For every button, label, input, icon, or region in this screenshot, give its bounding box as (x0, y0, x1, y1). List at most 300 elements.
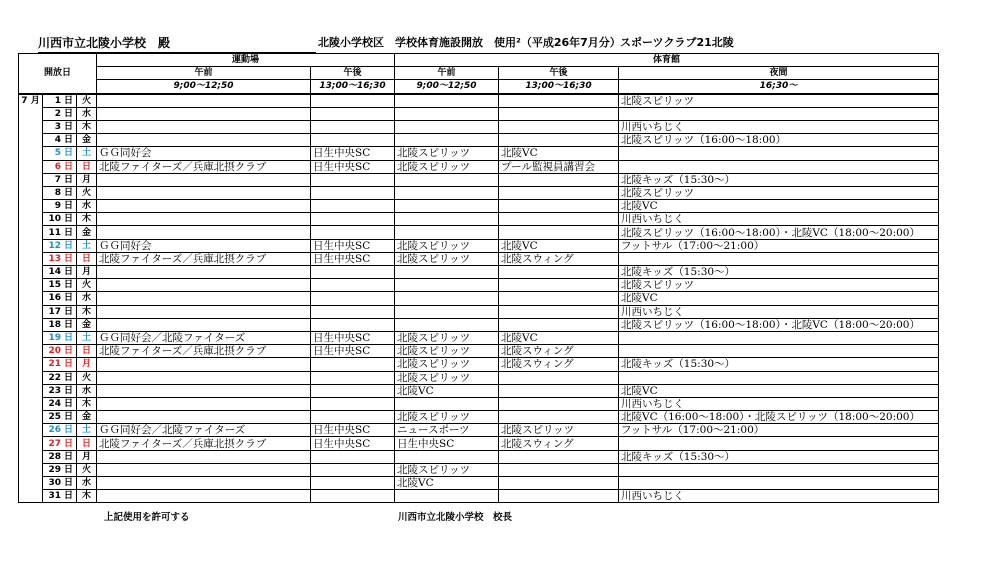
table-row (19, 147, 939, 160)
table-row (19, 120, 939, 133)
ground-pm-cell (311, 94, 395, 108)
day-number (43, 120, 77, 133)
ground-pm-cell (311, 490, 395, 503)
day-number (43, 252, 77, 265)
day-suffix: 日 (63, 253, 73, 264)
weekday: 金 (77, 226, 97, 239)
table-row (19, 107, 939, 120)
ground-pm-cell (311, 107, 395, 120)
ground-am-cell (97, 305, 311, 318)
ground-am-cell: ＧＧ同好会 (97, 147, 311, 160)
day-suffix: 日 (63, 491, 73, 502)
day-number (43, 305, 77, 318)
table-row (19, 173, 939, 186)
day-number (43, 411, 77, 424)
day-number-value: 6 (54, 161, 61, 172)
gym-am-cell (395, 397, 499, 410)
weekday: 火 (77, 186, 97, 199)
gym-night-cell: 北陵キッズ（15:30～） (619, 358, 939, 371)
day-number-value: 28 (48, 451, 61, 462)
gym-pm-cell (499, 107, 619, 120)
day-suffix: 日 (63, 412, 73, 423)
day-number (43, 200, 77, 213)
gym-night-cell: 北陵VC（16:00～18:00）・北陵スピリッツ（18:00～20:00） (619, 411, 939, 424)
day-number-value: 7 (54, 174, 61, 185)
gym-night-cell: 川西いちじく (619, 305, 939, 318)
day-number (43, 371, 77, 384)
table-row (19, 200, 939, 213)
day-suffix: 日 (63, 306, 73, 317)
ground-pm-cell (311, 120, 395, 133)
weekday: 水 (77, 384, 97, 397)
gym-header: 体育館 (395, 54, 939, 67)
ground-pm-cell (311, 186, 395, 199)
gym-pm-cell: 北陵スピリッツ (499, 424, 619, 437)
gym-pm-cell (499, 384, 619, 397)
weekday: 土 (77, 239, 97, 252)
gym-am-cell (395, 266, 499, 279)
table-row (19, 463, 939, 476)
day-number (43, 397, 77, 410)
ground-pm-cell (311, 279, 395, 292)
day-number-value: 30 (48, 478, 61, 489)
ground-am-cell (97, 279, 311, 292)
day-number (43, 239, 77, 252)
day-number (43, 318, 77, 331)
ground-pm-cell: 日生中央SC (311, 239, 395, 252)
day-number-value: 15 (48, 280, 61, 291)
day-number (43, 463, 77, 476)
weekday: 日 (77, 345, 97, 358)
gym-am-cell: 北陵スピリッツ (395, 463, 499, 476)
gym-pm-cell (499, 305, 619, 318)
weekday: 水 (77, 107, 97, 120)
ground-pm-header: 午後 (311, 67, 395, 80)
day-suffix: 日 (63, 201, 73, 212)
ground-pm-cell: 日生中央SC (311, 160, 395, 173)
principal-signature-line: 川西市立北陵小学校 校長 (398, 512, 513, 523)
day-number-value: 3 (54, 122, 61, 133)
gym-pm-cell (499, 94, 619, 108)
day-number-value: 25 (48, 412, 61, 423)
gym-night-cell (619, 147, 939, 160)
ground-pm-cell (311, 463, 395, 476)
ground-pm-time: 13;00～16;30 (311, 80, 395, 94)
table-row (19, 94, 939, 108)
day-suffix: 日 (63, 333, 73, 344)
gym-am-cell (395, 94, 499, 108)
table-row (19, 424, 939, 437)
ground-am-cell (97, 173, 311, 186)
gym-am-time: 9;00～12;50 (395, 80, 499, 94)
gym-am-cell (395, 318, 499, 331)
day-number (43, 477, 77, 490)
table-row (19, 279, 939, 292)
gym-night-cell (619, 331, 939, 344)
ground-pm-cell: 日生中央SC (311, 437, 395, 450)
gym-am-cell: ニュースポーツ (395, 424, 499, 437)
weekday: 火 (77, 279, 97, 292)
gym-pm-cell (499, 213, 619, 226)
ground-pm-cell (311, 305, 395, 318)
gym-pm-cell: プール監視員講習会 (499, 160, 619, 173)
gym-night-cell: 北陵スピリッツ (619, 186, 939, 199)
gym-pm-cell (499, 490, 619, 503)
gym-am-cell: 北陵スピリッツ (395, 358, 499, 371)
table-row (19, 345, 939, 358)
day-number (43, 213, 77, 226)
ground-am-cell: 北陵ファイターズ／兵庫北摂クラブ (97, 437, 311, 450)
gym-am-header: 午前 (395, 67, 499, 80)
day-number-value: 27 (48, 438, 61, 449)
gym-night-cell (619, 252, 939, 265)
gym-am-cell (395, 134, 499, 147)
day-number-value: 11 (48, 227, 61, 238)
gym-night-cell: 北陵スピリッツ（16:00～18:00）・北陵VC（18:00～20:00） (619, 226, 939, 239)
gym-pm-cell (499, 134, 619, 147)
weekday: 木 (77, 490, 97, 503)
gym-am-cell (395, 226, 499, 239)
gym-night-header: 夜間 (619, 67, 939, 80)
gym-pm-cell (499, 411, 619, 424)
day-number-value: 18 (48, 319, 61, 330)
ground-pm-cell (311, 200, 395, 213)
ground-pm-cell (311, 213, 395, 226)
gym-am-cell (395, 305, 499, 318)
gym-night-cell: 北陵スピリッツ (619, 94, 939, 108)
ground-am-header: 午前 (97, 67, 311, 80)
day-number (43, 345, 77, 358)
ground-am-cell (97, 358, 311, 371)
table-row (19, 160, 939, 173)
weekday: 月 (77, 266, 97, 279)
day-number (43, 107, 77, 120)
day-suffix: 日 (63, 174, 73, 185)
club-name: スポーツクラブ21北陵 (620, 36, 734, 49)
day-number-value: 12 (48, 240, 61, 251)
weekday: 金 (77, 411, 97, 424)
day-number (43, 490, 77, 503)
gym-am-cell: 北陵VC (395, 384, 499, 397)
gym-pm-cell: 北陵スウィング (499, 345, 619, 358)
gym-night-cell (619, 437, 939, 450)
gym-am-cell: 北陵スピリッツ (395, 160, 499, 173)
weekday: 日 (77, 252, 97, 265)
weekday: 土 (77, 147, 97, 160)
day-number (43, 94, 77, 108)
weekday: 土 (77, 424, 97, 437)
day-suffix: 日 (63, 240, 73, 251)
gym-am-cell: 北陵スピリッツ (395, 371, 499, 384)
ground-pm-cell (311, 318, 395, 331)
ground-pm-cell (311, 173, 395, 186)
day-number-value: 5 (54, 148, 61, 159)
table-row (19, 371, 939, 384)
day-suffix: 日 (63, 135, 73, 146)
gym-pm-cell (499, 279, 619, 292)
ground-am-cell (97, 490, 311, 503)
table-row (19, 397, 939, 410)
day-number-value: 16 (48, 293, 61, 304)
ground-am-cell (97, 186, 311, 199)
weekday: 木 (77, 120, 97, 133)
ground-am-cell (97, 463, 311, 476)
table-row (19, 450, 939, 463)
day-number (43, 331, 77, 344)
table-row (19, 134, 939, 147)
day-suffix: 日 (63, 214, 73, 225)
day-number (43, 437, 77, 450)
day-number-value: 9 (54, 201, 61, 212)
weekday: 日 (77, 160, 97, 173)
weekday: 水 (77, 200, 97, 213)
open-day-header: 開放日 (19, 54, 97, 94)
gym-am-cell: 北陵スピリッツ (395, 411, 499, 424)
day-number (43, 292, 77, 305)
ground-pm-cell: 日生中央SC (311, 147, 395, 160)
weekday: 金 (77, 134, 97, 147)
day-number-value: 23 (48, 385, 61, 396)
day-number (43, 147, 77, 160)
ground-am-cell (97, 384, 311, 397)
gym-am-cell (395, 292, 499, 305)
ground-pm-cell (311, 450, 395, 463)
gym-pm-cell (499, 450, 619, 463)
day-suffix: 日 (63, 122, 73, 133)
ground-am-cell: ＧＧ同好会 (97, 239, 311, 252)
gym-pm-cell (499, 463, 619, 476)
gym-pm-cell: 北陵VC (499, 147, 619, 160)
gym-night-cell (619, 107, 939, 120)
gym-pm-cell (499, 120, 619, 133)
day-number-value: 1 (54, 95, 61, 106)
day-number-value: 19 (48, 333, 61, 344)
ground-am-cell (97, 213, 311, 226)
table-row (19, 318, 939, 331)
gym-pm-cell (499, 266, 619, 279)
gym-pm-cell (499, 371, 619, 384)
day-number-value: 20 (48, 346, 61, 357)
day-number-value: 13 (48, 253, 61, 264)
gym-night-cell: 川西いちじく (619, 397, 939, 410)
ground-am-cell (97, 397, 311, 410)
ground-am-cell: ＧＧ同好会／北陵ファイターズ (97, 424, 311, 437)
weekday: 火 (77, 94, 97, 108)
table-row (19, 384, 939, 397)
ground-pm-cell: 日生中央SC (311, 331, 395, 344)
gym-am-cell: 北陵スピリッツ (395, 252, 499, 265)
gym-night-cell: 北陵キッズ（15:30～） (619, 450, 939, 463)
weekday: 木 (77, 397, 97, 410)
gym-night-cell: 北陵キッズ（15:30～） (619, 173, 939, 186)
weekday: 水 (77, 477, 97, 490)
gym-night-cell: 川西いちじく (619, 120, 939, 133)
ground-pm-cell (311, 411, 395, 424)
ground-am-cell (97, 477, 311, 490)
school-addressee: 川西市立北陵小学校 殿 (38, 34, 316, 53)
day-number-value: 22 (48, 372, 61, 383)
ground-pm-cell (311, 358, 395, 371)
day-suffix: 日 (63, 148, 73, 159)
day-number-value: 17 (48, 306, 61, 317)
gym-am-cell (395, 279, 499, 292)
day-suffix: 日 (63, 108, 73, 119)
ground-am-time: 9;00～12;50 (97, 80, 311, 94)
gym-am-cell (395, 213, 499, 226)
gym-am-cell: 北陵VC (395, 477, 499, 490)
gym-pm-cell (499, 186, 619, 199)
ground-pm-cell (311, 292, 395, 305)
ground-am-cell (97, 134, 311, 147)
ground-am-cell (97, 107, 311, 120)
ground-am-cell: ＧＧ同好会／北陵ファイターズ (97, 331, 311, 344)
ground-am-cell (97, 226, 311, 239)
ground-am-cell (97, 120, 311, 133)
ground-am-cell: 北陵ファイターズ／兵庫北摂クラブ (97, 160, 311, 173)
day-number (43, 424, 77, 437)
day-suffix: 日 (63, 319, 73, 330)
day-suffix: 日 (63, 267, 73, 278)
ground-am-cell (97, 200, 311, 213)
gym-night-cell: 川西いちじく (619, 490, 939, 503)
gym-pm-cell: 北陵VC (499, 331, 619, 344)
day-number-value: 29 (48, 464, 61, 475)
gym-am-cell (395, 120, 499, 133)
weekday: 月 (77, 358, 97, 371)
gym-pm-cell (499, 226, 619, 239)
gym-night-cell: フットサル（17:00～21:00） (619, 239, 939, 252)
gym-night-time: 16;30～ (619, 80, 939, 94)
ground-header: 運動場 (97, 54, 395, 67)
gym-am-cell: 北陵スピリッツ (395, 147, 499, 160)
ground-pm-cell (311, 266, 395, 279)
table-row (19, 186, 939, 199)
gym-night-cell: 北陵キッズ（15:30～） (619, 266, 939, 279)
permission-note: 上記使用を許可する (104, 512, 190, 523)
gym-pm-cell (499, 173, 619, 186)
ground-pm-cell (311, 384, 395, 397)
day-suffix: 日 (63, 95, 73, 106)
day-number (43, 186, 77, 199)
weekday: 月 (77, 450, 97, 463)
day-suffix: 日 (63, 359, 73, 370)
gym-am-cell (395, 107, 499, 120)
day-number-value: 14 (48, 267, 61, 278)
weekday: 火 (77, 371, 97, 384)
gym-night-cell: フットサル（17:00～21:00） (619, 424, 939, 437)
day-suffix: 日 (63, 280, 73, 291)
day-suffix: 日 (63, 161, 73, 172)
day-number-value: 10 (48, 214, 61, 225)
ground-pm-cell: 日生中央SC (311, 424, 395, 437)
ground-pm-cell: 日生中央SC (311, 252, 395, 265)
weekday: 日 (77, 437, 97, 450)
gym-night-cell: 川西いちじく (619, 213, 939, 226)
table-row (19, 490, 939, 503)
ground-am-cell (97, 266, 311, 279)
day-suffix: 日 (63, 227, 73, 238)
day-number (43, 173, 77, 186)
gym-pm-cell: 北陵スウィング (499, 252, 619, 265)
table-row (19, 358, 939, 371)
table-row (19, 292, 939, 305)
day-number (43, 450, 77, 463)
gym-am-cell: 日生中央SC (395, 437, 499, 450)
gym-pm-cell: 北陵VC (499, 239, 619, 252)
gym-night-cell (619, 463, 939, 476)
gym-am-cell: 北陵スピリッツ (395, 239, 499, 252)
ground-am-cell: 北陵ファイターズ／兵庫北摂クラブ (97, 252, 311, 265)
day-number-value: 31 (48, 491, 61, 502)
table-row (19, 437, 939, 450)
ground-pm-cell (311, 134, 395, 147)
table-row (19, 213, 939, 226)
gym-am-cell (395, 186, 499, 199)
gym-night-cell (619, 345, 939, 358)
day-number-value: 4 (54, 135, 61, 146)
day-suffix: 日 (63, 293, 73, 304)
day-suffix: 日 (63, 346, 73, 357)
gym-pm-cell (499, 200, 619, 213)
month-label: 7 月 (19, 94, 43, 503)
gym-night-cell: 北陵VC (619, 384, 939, 397)
day-suffix: 日 (63, 398, 73, 409)
ground-am-cell (97, 292, 311, 305)
table-row (19, 331, 939, 344)
gym-am-cell (395, 490, 499, 503)
gym-night-cell: 北陵スピリッツ（16:00～18:00） (619, 134, 939, 147)
day-number-value: 2 (54, 108, 61, 119)
gym-am-cell (395, 200, 499, 213)
day-suffix: 日 (63, 385, 73, 396)
table-row (19, 305, 939, 318)
gym-am-cell (395, 450, 499, 463)
gym-night-cell: 北陵スピリッツ（16:00～18:00）・北陵VC（18:00～20:00） (619, 318, 939, 331)
day-number-value: 24 (48, 398, 61, 409)
document-title: 北陵小学校区 学校体育施設開放 使用²（平成26年7月分） (318, 36, 621, 49)
day-number-value: 26 (48, 425, 61, 436)
day-number (43, 160, 77, 173)
day-suffix: 日 (63, 438, 73, 449)
table-row (19, 239, 939, 252)
day-number (43, 226, 77, 239)
ground-am-cell (97, 318, 311, 331)
weekday: 木 (77, 213, 97, 226)
table-row (19, 226, 939, 239)
weekday: 木 (77, 305, 97, 318)
weekday: 金 (77, 318, 97, 331)
gym-night-cell: 北陵VC (619, 292, 939, 305)
ground-am-cell (97, 450, 311, 463)
day-number (43, 384, 77, 397)
day-number (43, 266, 77, 279)
table-row (19, 266, 939, 279)
day-number (43, 358, 77, 371)
gym-night-cell (619, 371, 939, 384)
day-suffix: 日 (63, 464, 73, 475)
gym-am-cell: 北陵スピリッツ (395, 345, 499, 358)
day-suffix: 日 (63, 372, 73, 383)
gym-night-cell (619, 160, 939, 173)
ground-am-cell (97, 411, 311, 424)
ground-am-cell (97, 371, 311, 384)
day-suffix: 日 (63, 187, 73, 198)
gym-night-cell: 北陵VC (619, 200, 939, 213)
table-row (19, 411, 939, 424)
ground-am-cell: 北陵ファイターズ／兵庫北摂クラブ (97, 345, 311, 358)
gym-am-cell (395, 173, 499, 186)
gym-pm-cell: 北陵スウィング (499, 437, 619, 450)
